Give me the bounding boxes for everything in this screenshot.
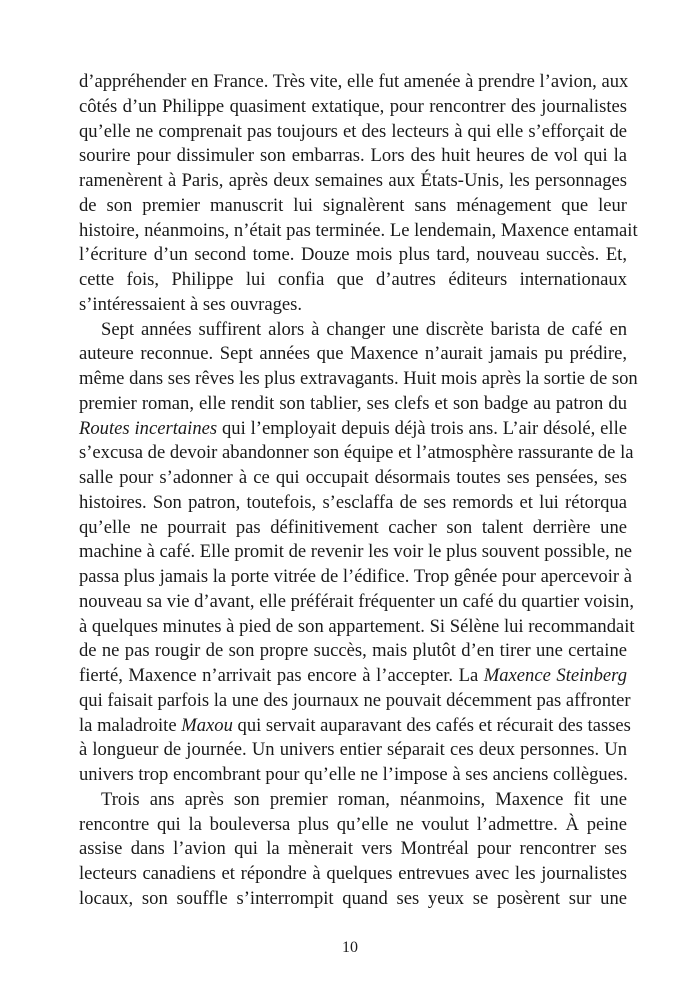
text-line: auteure reconnue. Sept années que Maxence n’aurait jamais pu prédire, [79, 343, 627, 365]
text-line: côtés d’un Philippe quasiment extatique, pour rencontrer des journalistes [79, 95, 627, 117]
text-line: à longueur de journée. Un univers entier séparait ces deux personnes. Un [79, 739, 627, 761]
text-line: s’excusa de devoir abandonner son équipe et l’atmosphère rassurante de la [79, 442, 634, 464]
text-line: ramenèrent à Paris, après deux semaines aux États-Unis, les personnages [79, 170, 627, 191]
text-line: de son premier manuscrit lui signalèrent sans ménagement que leur [79, 194, 627, 216]
text-line: machine à café. Elle promit de revenir les voir le plus souvent possible, ne [79, 541, 632, 563]
text-segment: qui servait auparavant des cafés et récurait des tasses [232, 714, 631, 736]
text-segment: fierté, Maxence n’arrivait pas encore à l’accepter. La [79, 665, 484, 686]
text-line: qui faisait parfois la une des journaux ne pouvait décemment pas affronter [79, 689, 631, 711]
text-line [79, 417, 627, 442]
text-line: qu’elle ne comprenait pas toujours et des lecteurs à qui elle s’efforçait de [79, 120, 627, 142]
text-line: de ne pas rougir de son propre succès, mais plutôt d’en tirer une certaine [79, 640, 627, 662]
text-line: qu’elle ne pourrait pas définitivement cacher son talent derrière une [79, 516, 627, 538]
text-line: d’appréhender en France. Très vite, elle fut amenée à prendre l’avion, aux [79, 71, 629, 92]
text-line [79, 664, 627, 689]
text-line: l’écriture d’un second tome. Douze mois plus tard, nouveau succès. Et, [79, 244, 627, 266]
body-text [79, 70, 638, 912]
text-line [79, 714, 631, 739]
text-line: locaux, son souffle s’interrompit quand ses yeux se posèrent sur une [79, 887, 627, 909]
text-line: nouveau sa vie d’avant, elle préférait fréquenter un café du quartier voisin, [79, 590, 634, 612]
italic-name: Maxence Steinberg [483, 665, 627, 686]
text-line: à quelques minutes à pied de son appartement. Si Sélène lui recommandait [79, 615, 635, 637]
paragraph-end-line: s’intéressaient à ses ouvrages. [79, 293, 303, 315]
text-line: même dans ses rêves les plus extravagants. Huit mois après la sortie de son [79, 368, 638, 389]
text-line: cette fois, Philippe lui confia que d’autres éditeurs internationaux [79, 269, 627, 290]
text-line: premier roman, elle rendit son tablier, ses clefs et son badge au patron du [79, 392, 627, 414]
text-line: lecteurs canadiens et répondre à quelques entrevues avec les journalistes [79, 863, 627, 884]
paragraph-start-line: Trois ans après son premier roman, néanmoins, Maxence fit une [101, 788, 627, 810]
italic-nickname: Maxou [181, 714, 233, 736]
text-line: salle pour s’adonner à ce qui occupait désormais toutes ses pensées, ses [79, 467, 627, 488]
italic-title: Routes incertaines [79, 417, 218, 439]
text-line: passa plus jamais la porte vitrée de l’édifice. Trop gênée pour apercevoir à [79, 566, 632, 587]
paragraph-start-line: Sept années suffirent alors à changer une discrète barista de café en [101, 318, 627, 340]
text-line: rencontre qui la bouleversa plus qu’elle ne voulut l’admettre. À peine [79, 813, 627, 835]
paragraph-end-line: univers trop encombrant pour qu’elle ne l’impose à ses anciens collègues. [79, 764, 628, 785]
text-line: sourire pour dissimuler son embarras. Lors des huit heures de vol qui la [79, 145, 627, 167]
page-number: 10 [342, 939, 358, 956]
text-segment: qui l’employait depuis déjà trois ans. L’air désolé, elle [217, 417, 627, 439]
text-line: histoires. Son patron, toutefois, s’esclaffa de ses remords et lui rétorqua [79, 491, 627, 513]
text-segment: la maladroite [79, 714, 182, 736]
text-line: assise dans l’avion qui la mènerait vers Montréal pour rencontrer ses [79, 838, 627, 860]
text-line: histoire, néanmoins, n’était pas terminée. Le lendemain, Maxence entamait [79, 219, 638, 241]
